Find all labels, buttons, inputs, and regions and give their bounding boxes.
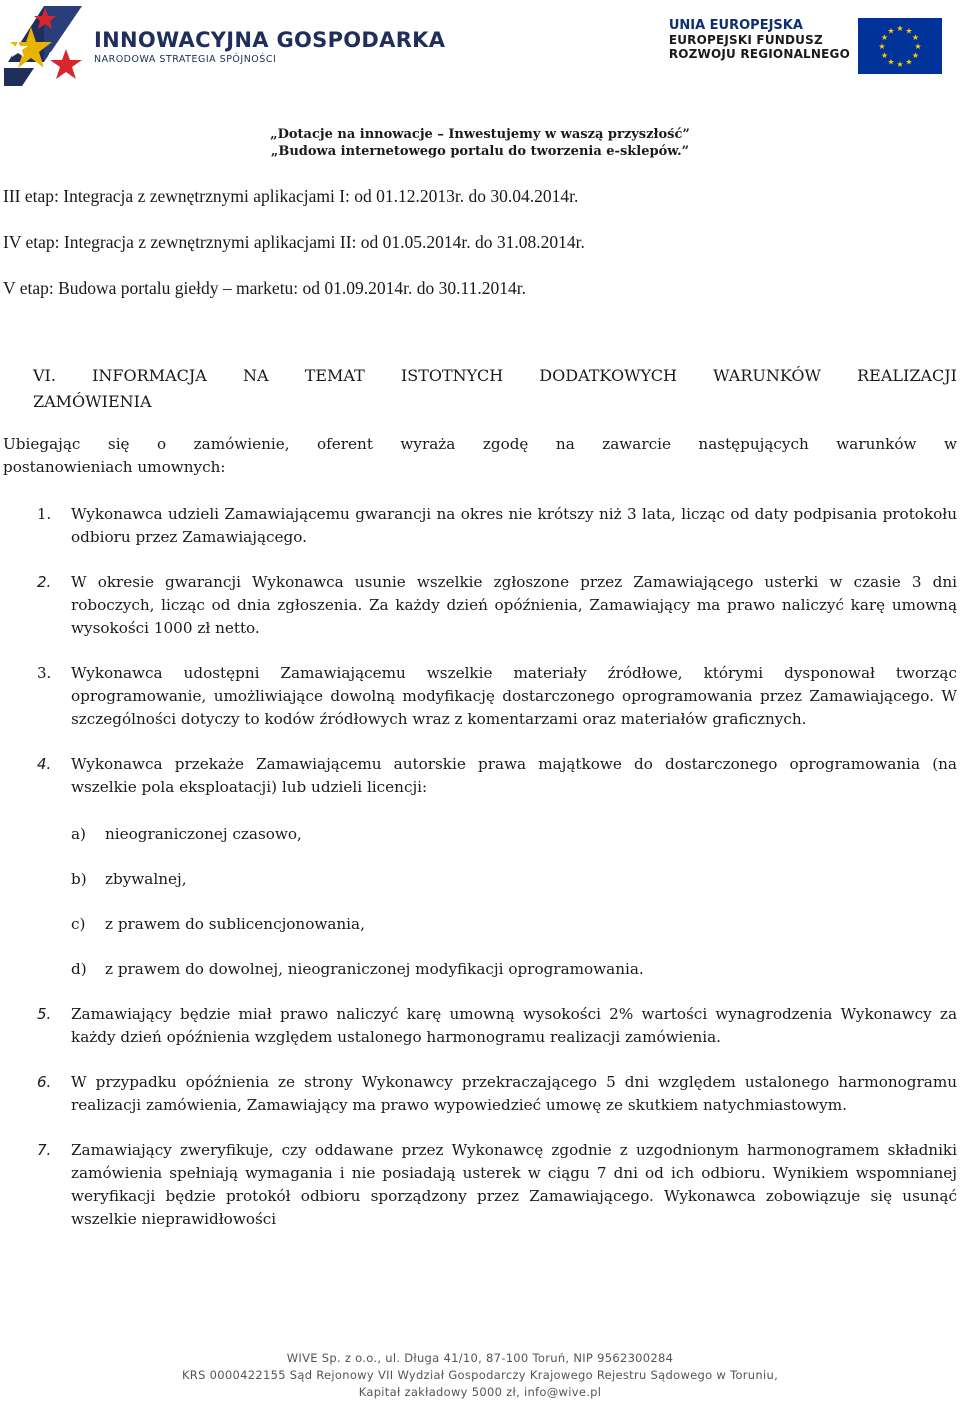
sub-list-letter: b) — [71, 870, 87, 888]
list-item-text: W okresie gwarancji Wykonawca usunie wszelkie zgłoszone przez Zamawiającego usterki w czasie 3 dni roboczych, licząc od dnia zgłoszenia. Za każdy dzień opóźnienia, Zamawiający ma prawo naliczyć karę umowną wysokości 1000 zł netto. — [71, 573, 957, 637]
svg-text:★: ★ — [905, 57, 913, 67]
stage-3: III etap: Integracja z zewnętrznymi aplikacjami I: od 01.12.2013r. do 30.04.2014r. — [3, 186, 579, 206]
list-item-text: Zamawiający zweryfikuje, czy oddawane przez Wykonawcę zgodnie z uzgodnionym harmonogramem składniki zamówienia spełniają wymagania i nie posiadają usterek w ciągu 7 dni od ich odbioru. Wynikiem wspomnianej weryfikacji będzie protokół odbioru sporządzony przez Zamawiającego. Wykonawca zobowiązuje się usunąć wszelkie nieprawidłowości — [71, 1141, 957, 1228]
innowacyjna-gospodarka-logo — [4, 2, 446, 90]
list-number: 1. — [37, 505, 52, 523]
sub-list-text: nieograniczonej czasowo, — [105, 825, 302, 843]
eu-fund-line1: EUROPEJSKI FUNDUSZ — [668, 33, 823, 47]
intro-paragraph — [3, 433, 957, 479]
sub-list-text: z prawem do sublicencjonowania, — [105, 915, 365, 933]
intro-line2: postanowieniach umownych: — [3, 458, 226, 476]
motto-line1: „Dotacje na innowacje – Inwestujemy w waszą przyszłość” — [270, 127, 690, 142]
list-item-text: Wykonawca udostępni Zamawiającemu wszelkie materiały źródłowe, którymi dysponował tworząc oprogramowanie, umożliwiające dowolną modyfikację dostarczonego oprogramowania przez Zamawiającego. W szczególności dotyczy to kodów źródłowych wraz z komentarzami oraz materiałów graficznych. — [71, 664, 957, 728]
svg-text:★: ★ — [887, 26, 895, 36]
svg-text:★: ★ — [896, 24, 904, 33]
program-subtitle: NARODOWA STRATEGIA SPÓJNOŚCI — [94, 54, 277, 65]
sub-list-text: z prawem do dowolnej, nieograniczonej modyfikacji oprogramowania. — [105, 960, 644, 978]
list-item — [3, 1071, 957, 1117]
program-title: INNOWACYJNA GOSPODARKA — [94, 28, 446, 52]
project-motto — [0, 126, 960, 160]
list-item-text: W przypadku opóźnienia ze strony Wykonawcy przekraczającego 5 dni względem ustalonego harmonogramu realizacji zamówienia, Zamawiający ma prawo wypowiedzieć umowę ze skutkiem natychmiastowym. — [71, 1073, 957, 1114]
list-item — [3, 662, 957, 731]
sub-list-item — [3, 823, 957, 846]
list-number: 2. — [37, 573, 52, 591]
eu-logo — [669, 18, 942, 74]
svg-text:★: ★ — [880, 33, 889, 42]
svg-text:★: ★ — [887, 57, 895, 67]
svg-text:★: ★ — [896, 60, 904, 69]
list-item — [3, 1003, 957, 1049]
stage-4: IV etap: Integracja z zewnętrznymi aplikacjami II: od 01.05.2014r. do 31.08.2014r. — [3, 232, 585, 252]
footer-company-line: WIVE Sp. z o.o., ul. Długa 41/10, 87-100 Toruń, NIP 9562300284 — [286, 1351, 674, 1365]
stage-5: V etap: Budowa portalu giełdy – marketu: od 01.09.2014r. do 30.11.2014r. — [3, 278, 526, 298]
footer-capital-line: Kapitał zakładowy 5000 zł, info@wive.pl — [358, 1385, 602, 1399]
document-body — [3, 176, 957, 1231]
svg-text:★: ★ — [911, 51, 920, 60]
list-number: 7. — [37, 1141, 52, 1159]
svg-text:★: ★ — [880, 51, 889, 60]
list-number: 5. — [37, 1005, 52, 1023]
eu-fund-line2: ROZWOJU REGIONALNEGO — [668, 47, 850, 61]
sub-list-item — [3, 958, 957, 981]
page-footer — [0, 1350, 960, 1401]
program-emblem-icon — [4, 2, 86, 86]
svg-text:★: ★ — [905, 26, 913, 36]
page-header — [0, 0, 960, 120]
sub-list-item — [3, 913, 957, 936]
intro-line1: Ubiegając się o zamówienie, oferent wyraża zgodę na zawarcie następujących warunków w — [3, 435, 957, 453]
list-item — [3, 753, 957, 799]
section-heading-cont: ZAMÓWIENIA — [33, 392, 152, 411]
sub-list-letter: d) — [71, 960, 87, 978]
list-number: 3. — [37, 664, 52, 682]
list-item-text: Wykonawca przekaże Zamawiającemu autorskie prawa majątkowe do dostarczonego oprogramowania (na wszelkie pola eksploatacji) lub udzieli licencji: — [71, 755, 957, 796]
list-item — [3, 1139, 957, 1231]
list-item-text: Zamawiający będzie miał prawo naliczyć karę umowną wysokości 2% wartości wynagrodzenia Wykonawcy za każdy dzień opóźnienia względem ustalonego harmonogramu realizacji zamówienia. — [71, 1005, 957, 1046]
sub-list-text: zbywalnej, — [105, 870, 187, 888]
svg-text:★: ★ — [911, 33, 920, 42]
sub-list-item — [3, 868, 957, 891]
eu-name: UNIA EUROPEJSKA — [668, 18, 803, 33]
svg-text:★: ★ — [914, 42, 922, 51]
motto-line2: „Budowa internetowego portalu do tworzenia e-sklepów.” — [270, 144, 690, 159]
sub-list-letter: a) — [71, 825, 86, 843]
list-item — [3, 503, 957, 549]
list-number: 6. — [37, 1073, 52, 1091]
list-number: 4. — [37, 755, 52, 773]
list-item — [3, 571, 957, 640]
svg-text:★: ★ — [878, 42, 886, 51]
sub-list-letter: c) — [71, 915, 86, 933]
list-item-text: Wykonawca udzieli Zamawiającemu gwarancji na okres nie krótszy niż 3 lata, licząc od daty podpisania protokołu odbioru przez Zamawiającego. — [71, 505, 957, 546]
section-heading: VI. INFORMACJA NA TEMAT ISTOTNYCH DODATKOWYCH WARUNKÓW REALIZACJI — [33, 366, 957, 385]
footer-registry-line: KRS 0000422155 Sąd Rejonowy VII Wydział Gospodarczy Krajowego Rejestru Sądowego w Toruniu, — [181, 1368, 779, 1382]
eu-flag-icon — [858, 18, 942, 74]
